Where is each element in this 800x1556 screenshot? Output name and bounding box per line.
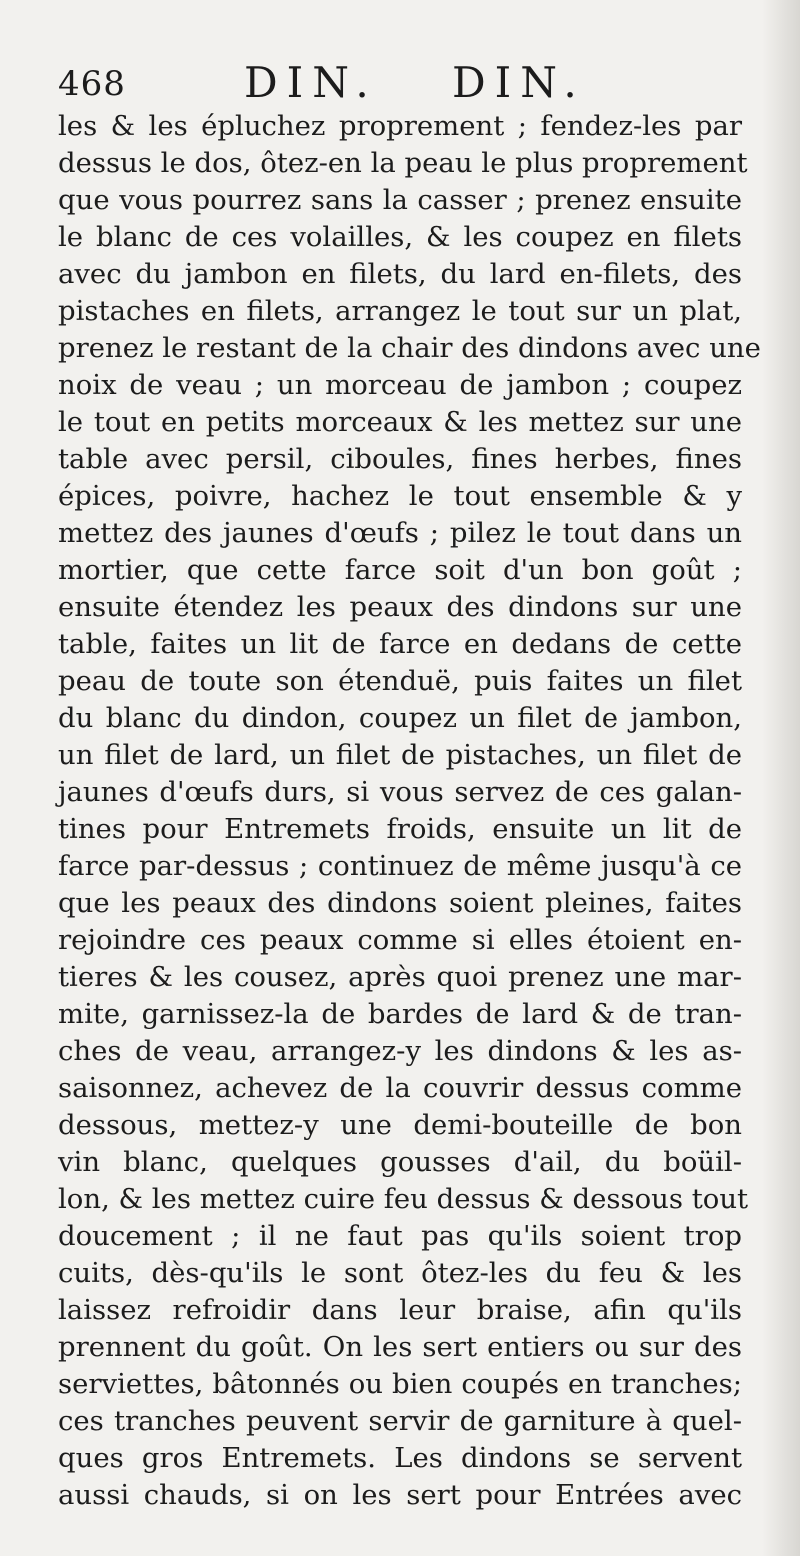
- text-line: lon, & les mettez cuire feu dessus & dessous tout: [58, 1183, 749, 1215]
- text-line: dessous, mettez-y une demi-bouteille de bon: [58, 1109, 742, 1141]
- text-line: mortier, que cette farce soit d'un bon goût ;: [58, 554, 742, 586]
- text-line: serviettes, bâtonnés ou bien coupés en tranches;: [58, 1368, 742, 1400]
- text-line: laissez refroidir dans leur braise, afin qu'ils: [58, 1294, 742, 1326]
- text-line: peau de toute son étenduë, puis faites un filet: [58, 665, 742, 697]
- text-line: le blanc de ces volailles, & les coupez en filets: [58, 221, 742, 253]
- text-line: aussi chauds, si on les sert pour Entrées avec: [58, 1479, 742, 1511]
- text-line: dessus le dos, ôtez-en la peau le plus proprement: [58, 147, 748, 179]
- text-line: saisonnez, achevez de la couvrir dessus comme: [58, 1072, 742, 1104]
- text-line: un filet de lard, un filet de pistaches, un filet de: [58, 739, 742, 771]
- text-line: les & les épluchez proprement ; fendez-les par: [58, 110, 742, 142]
- text-line: prennent du goût. On les sert entiers ou sur des: [58, 1331, 742, 1363]
- text-line: que vous pourrez sans la casser ; prenez ensuite: [58, 184, 742, 216]
- text-line: table, faites un lit de farce en dedans de cette: [58, 628, 742, 660]
- text-line: ces tranches peuvent servir de garniture à quel-: [58, 1405, 742, 1437]
- text-line: noix de veau ; un morceau de jambon ; coupez: [58, 369, 742, 401]
- text-line: mettez des jaunes d'œufs ; pilez le tout dans un: [58, 517, 742, 549]
- running-head-left: DIN.: [244, 58, 378, 107]
- text-line: ches de veau, arrangez-y les dindons & les as-: [58, 1035, 742, 1067]
- text-line: farce par-dessus ; continuez de même jusqu'à ce: [58, 850, 742, 882]
- text-line: doucement ; il ne faut pas qu'ils soient trop: [58, 1220, 742, 1252]
- page-number: 468: [58, 64, 126, 104]
- text-line: que les peaux des dindons soient pleines, faites: [58, 887, 742, 919]
- text-line: cuits, dès-qu'ils le sont ôtez-les du feu & les: [58, 1257, 742, 1289]
- text-line: pistaches en filets, arrangez le tout sur un plat,: [58, 295, 742, 327]
- text-line: ensuite étendez les peaux des dindons sur une: [58, 591, 742, 623]
- text-line: tieres & les cousez, après quoi prenez une mar-: [58, 961, 742, 993]
- text-line: prenez le restant de la chair des dindons avec une: [58, 332, 761, 364]
- text-line: du blanc du dindon, coupez un filet de jambon,: [58, 702, 742, 734]
- running-head-right: DIN.: [452, 58, 586, 107]
- text-line: mite, garnissez-la de bardes de lard & de tran-: [58, 998, 742, 1030]
- text-line: jaunes d'œufs durs, si vous servez de ces galan-: [58, 776, 742, 808]
- text-line: tines pour Entremets froids, ensuite un lit de: [58, 813, 742, 845]
- text-line: ques gros Entremets. Les dindons se servent: [58, 1442, 742, 1474]
- text-line: rejoindre ces peaux comme si elles étoient en-: [58, 924, 742, 956]
- body-text: [58, 108, 761, 1514]
- text-line: le tout en petits morceaux & les mettez sur une: [58, 406, 742, 438]
- text-line: épices, poivre, hachez le tout ensemble & y: [58, 480, 742, 512]
- page-edge-shadow: [762, 0, 800, 1556]
- text-line: avec du jambon en filets, du lard en-filets, des: [58, 258, 742, 290]
- page-header: [58, 58, 738, 110]
- text-line: vin blanc, quelques gousses d'ail, du boüil-: [58, 1146, 742, 1178]
- text-line: table avec persil, ciboules, fines herbes, fines: [58, 443, 742, 475]
